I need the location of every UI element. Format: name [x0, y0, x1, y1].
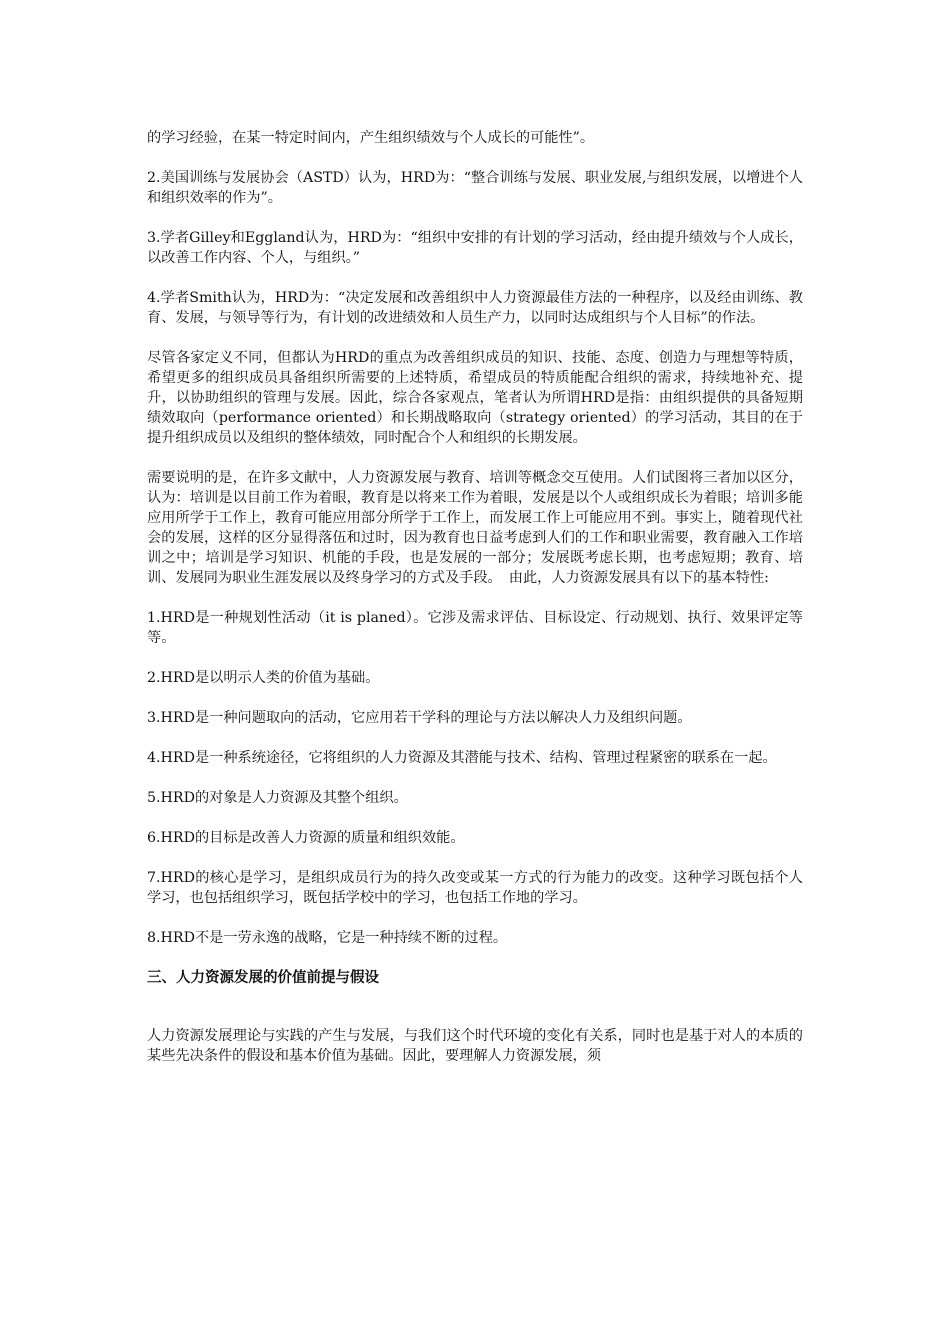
document-body — [147, 128, 803, 1086]
features-list — [147, 608, 803, 948]
section-paragraph: 人力资源发展理论与实践的产生与发展，与我们这个时代环境的变化有关系，同时也是基于对人的本质的某些先决条件的假设和基本价值为基础。因此，要理解人力资源发展，须 — [147, 1028, 803, 1064]
paragraph-summary-definition: 尽管各家定义不同，但都认为HRD的重点为改善组织成员的知识、技能、态度、创造力与理想等特质，希望更多的组织成员具备组织所需要的上述特质，希望成员的特质能配合组织的需求，持续地补充、提升，以协助组织的管理与发展。因此，综合各家观点，笔者认为所谓HRD是指：由组织提供的具备短期绩效取向（performance oriented）和长期战略取向（strategy oriented）的学习活动，其目的在于提升组织成员以及组织的整体绩效，同时配合个人和组织的长期发展。 — [147, 350, 803, 446]
paragraph-continuation: 的学习经验，在某一特定时间内，产生组织绩效与个人成长的可能性”。 — [147, 130, 595, 146]
feature-item-5: 5.HRD的对象是人力资源及其整个组织。 — [147, 790, 408, 806]
feature-item-2: 2.HRD是以明示人类的价值为基础。 — [147, 670, 380, 686]
paragraph-gilley-definition: 3.学者Gilley和Eggland认为，HRD为：“组织中安排的有计划的学习活动，经由提升绩效与个人成长，以改善工作内容、个人，与组织。” — [147, 230, 803, 266]
feature-item-4: 4.HRD是一种系统途径，它将组织的人力资源及其潜能与技术、结构、管理过程紧密的联系在一起。 — [147, 750, 777, 766]
paragraph-smith-definition: 4.学者Smith认为，HRD为：“决定发展和改善组织中人力资源最佳方法的一种程序，以及经由训练、教育、发展，与领导等行为，有计划的改进绩效和人员生产力，以同时达成组织与个人目标”的作法。 — [147, 290, 803, 326]
feature-item-1: 1.HRD是一种规划性活动（it is planed）。它涉及需求评估、目标设定、行动规划、执行、效果评定等等。 — [147, 610, 803, 646]
feature-item-6: 6.HRD的目标是改善人力资源的质量和组织效能。 — [147, 830, 465, 846]
section-heading: 三、人力资源发展的价值前提与假设 — [147, 970, 379, 986]
paragraph-explanation: 需要说明的是，在许多文献中，人力资源发展与教育、培训等概念交互使用。人们试图将三者加以区分，认为：培训是以目前工作为着眼，教育是以将来工作为着眼，发展是以个人或组织成长为着眼；培训多能应用所学于工作上，教育可能应用部分所学于工作上，而发展工作上可能应用不到。事实上，随着现代社会的发展，这样的区分显得落伍和过时，因为教育也日益考虑到人们的工作和职业需要，教育融入工作培训之中；培训是学习知识、机能的手段，也是发展的一部分；发展既考虑长期，也考虑短期；教育、培训、发展同为职业生涯发展以及终身学习的方式及手段。 由此，人力资源发展具有以下的基本特性: — [147, 470, 803, 586]
feature-item-8: 8.HRD不是一劳永逸的战略，它是一种持续不断的过程。 — [147, 930, 508, 946]
paragraph-astd-definition: 2.美国训练与发展协会（ASTD）认为，HRD为：“整合训练与发展、职业发展,与组织发展，以增进个人和组织效率的作为”。 — [147, 170, 803, 206]
feature-item-7: 7.HRD的核心是学习，是组织成员行为的持久改变或某一方式的行为能力的改变。这种学习既包括个人学习，也包括组织学习，既包括学校中的学习，也包括工作地的学习。 — [147, 870, 803, 906]
feature-item-3: 3.HRD是一种问题取向的活动，它应用若干学科的理论与方法以解决人力及组织问题。 — [147, 710, 692, 726]
